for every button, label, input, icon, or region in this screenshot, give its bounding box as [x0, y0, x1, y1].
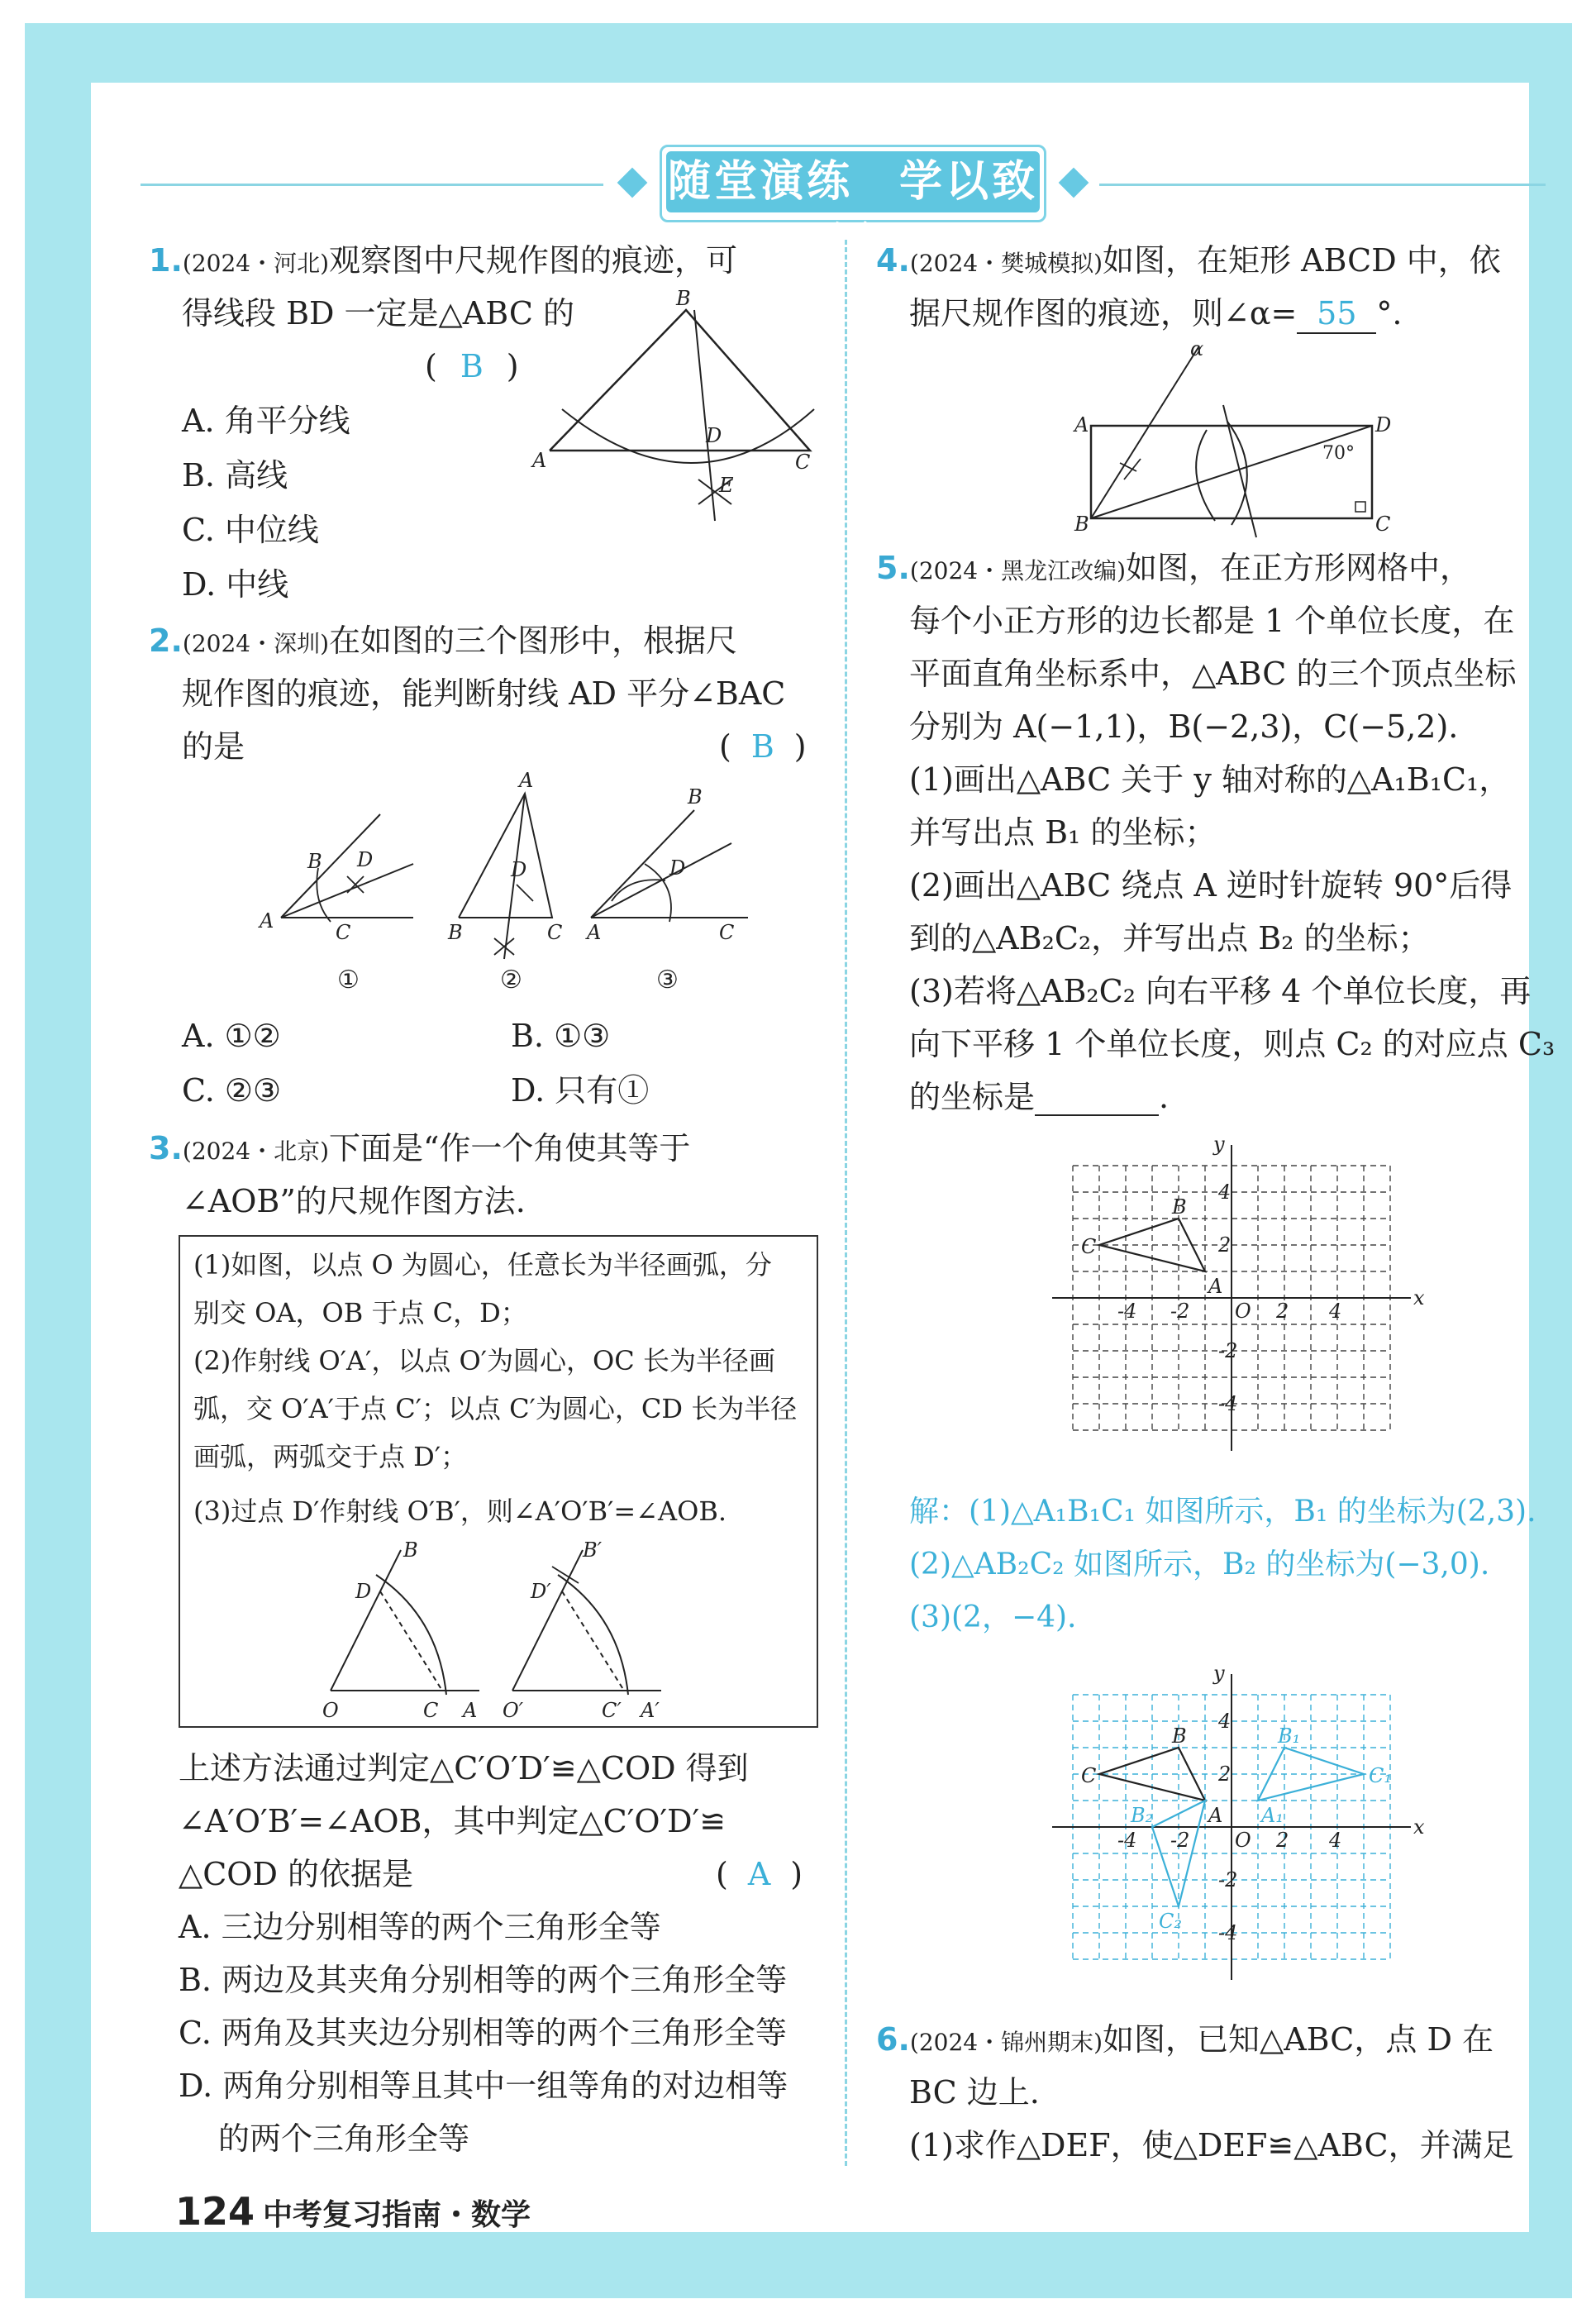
tick-y: -4 [1218, 1921, 1238, 1944]
tick-x: 2 [1276, 1300, 1289, 1323]
q4-figure [1074, 339, 1405, 537]
q3-step-1a: (1)如图，以点 O 为圆心，任意长为半径画弧，分 [193, 1249, 772, 1281]
svg-text:B: B [448, 921, 463, 944]
tick-y: 2 [1218, 1763, 1232, 1786]
q3-after-line2: ∠A′O′B′=∠AOB，其中判定△C′O′D′≌ [179, 1803, 727, 1839]
q5-line10: 向下平移 1 个单位长度，则点 C₂ 的对应点 C₃ [909, 1026, 1556, 1062]
q5-line6: 并写出点 B₁ 的坐标； [909, 814, 1217, 851]
q2-option-b: B. ①③ [511, 1018, 611, 1054]
q6-line1: 6.(2024・锦州期末)如图，已知△ABC，点 D 在 [876, 2021, 1494, 2058]
q1-option-c: C. 中位线 [182, 512, 319, 548]
q2-line1: 2.(2024・深圳)在如图的三个图形中，根据尺 [149, 622, 738, 659]
origin-label: O [1235, 1300, 1251, 1323]
q5-grid-solution [1050, 1662, 1425, 2001]
header-rule-left [141, 184, 603, 186]
q1-label-a: A [532, 449, 547, 472]
q2-figure-1-label: ① [337, 966, 360, 995]
point-b-label: B [1172, 1195, 1187, 1219]
q3-option-a: A. 三边分别相等的两个三角形全等 [179, 1909, 661, 1945]
svg-text:70°: 70° [1322, 443, 1355, 464]
q5-line7: (2)画出△ABC 绕点 A 逆时针旋转 90°后得 [909, 867, 1513, 904]
q3-line2: ∠AOB”的尺规作图方法. [182, 1183, 526, 1219]
x-axis-label: x [1413, 1286, 1425, 1309]
tick-x: -4 [1117, 1300, 1137, 1323]
q3-after-line1: 上述方法通过判定△C′O′D′≌△COD 得到 [179, 1750, 749, 1786]
svg-text:A: A [463, 1699, 478, 1722]
svg-text:D: D [511, 858, 527, 881]
q2-line2: 规作图的痕迹，能判断射线 AD 平分∠BAC [182, 675, 786, 712]
q2-answer: ( B ) [719, 728, 807, 765]
q3-step-3: (3)过点 D′作射线 O′B′，则∠A′O′B′=∠AOB. [193, 1495, 727, 1527]
q5-solution-1: 解：(1)△A₁B₁C₁ 如图所示，B₁ 的坐标为(2,3). [909, 1495, 1536, 1529]
q6-line3: (1)求作△DEF，使△DEF≌△ABC，并满足 [909, 2127, 1514, 2163]
q3-figures [314, 1538, 744, 1722]
q6-line2: BC 边上. [909, 2074, 1040, 2111]
tick-y: -2 [1218, 1339, 1238, 1362]
q5-line1: 5.(2024・黑龙江改编)如图，在正方形网格中， [876, 550, 1472, 586]
svg-text:A: A [519, 769, 534, 792]
q1-option-a: A. 角平分线 [182, 403, 350, 439]
q1-label-c: C [795, 451, 811, 474]
q4-line2: 据尺规作图的痕迹，则∠α= 55 °. [909, 294, 1402, 334]
page-number: 124 [175, 2189, 255, 2234]
column-separator [845, 240, 847, 2166]
q4-line1: 4.(2024・樊城模拟)如图，在矩形 ABCD 中，依 [876, 242, 1501, 279]
point-a-label: A [1208, 1275, 1223, 1298]
svg-text:B: B [307, 850, 322, 873]
tick-x: 2 [1276, 1829, 1289, 1852]
svg-text:C: C [547, 921, 563, 944]
q1-label-b: B [676, 287, 691, 310]
tick-x: -2 [1170, 1829, 1190, 1852]
tick-y: 2 [1218, 1233, 1232, 1257]
q1-label-e: E [719, 474, 734, 497]
point-b1-label: B₁ [1278, 1724, 1301, 1748]
point-c-label: C [1081, 1764, 1097, 1787]
q1-figure [529, 287, 827, 521]
q3-option-d-cont: 的两个三角形全等 [218, 2120, 470, 2157]
x-axis-label: x [1413, 1815, 1425, 1839]
svg-text:C: C [1375, 513, 1391, 536]
q3-step-2c: 画弧，两弧交于点 D′； [193, 1441, 468, 1472]
point-a-label: A [1208, 1804, 1223, 1827]
svg-text:B: B [688, 785, 703, 809]
y-axis-label: y [1213, 1133, 1225, 1156]
q3-step-2a: (2)作射线 O′A′，以点 O′为圆心，OC 长为半径画 [193, 1345, 775, 1376]
q5-grid-question [1050, 1133, 1425, 1472]
q1-line1: 1.(2024・河北)观察图中尺规作图的痕迹，可 [149, 242, 738, 279]
q2-figure-3-label: ③ [656, 966, 679, 995]
svg-text:α: α [1190, 337, 1204, 360]
book-title: 中考复习指南・数学 [263, 2198, 531, 2232]
svg-text:A: A [587, 921, 602, 944]
header-rule-right [1099, 184, 1546, 186]
q3-step-1b: 别交 OA，OB 于点 C，D； [193, 1297, 527, 1328]
q5-line3: 平面直角坐标系中，△ABC 的三个顶点坐标 [909, 656, 1517, 692]
svg-text:D: D [355, 1580, 372, 1603]
svg-text:A: A [1074, 413, 1089, 436]
tick-y: 4 [1218, 1181, 1232, 1204]
q5-line2: 每个小正方形的边长都是 1 个单位长度，在 [909, 603, 1515, 639]
point-c-label: C [1081, 1235, 1097, 1258]
q5-line9: (3)若将△AB₂C₂ 向右平移 4 个单位长度，再 [909, 973, 1532, 1009]
q1-option-b: B. 高线 [182, 457, 288, 494]
q5-solution-3: (3)(2，−4). [909, 1600, 1077, 1634]
tick-x: -4 [1117, 1829, 1137, 1852]
q5-line4: 分别为 A(−1,1)，B(−2,3)，C(−5,2). [909, 708, 1459, 745]
tick-x: 4 [1329, 1300, 1342, 1323]
point-c1-label: C₁ [1369, 1764, 1392, 1787]
section-title: 随堂演练 学以致用 [666, 151, 1040, 212]
svg-text:C: C [719, 921, 735, 944]
svg-text:C′: C′ [602, 1699, 622, 1722]
svg-text:D: D [1375, 413, 1392, 436]
q5-line11: 的坐标是 . [909, 1079, 1170, 1115]
q5-line5: (1)画出△ABC 关于 y 轴对称的△A₁B₁C₁， [909, 761, 1511, 798]
tick-x: -2 [1170, 1300, 1190, 1323]
q3-after-line3: △COD 的依据是 [179, 1856, 413, 1892]
point-a1-label: A₁ [1261, 1804, 1284, 1827]
q1-label-d: D [706, 424, 722, 447]
q2-line3: 的是 [182, 728, 245, 765]
q1-answer: ( B ) [425, 348, 519, 384]
svg-text:D: D [357, 848, 374, 871]
svg-text:B: B [1074, 513, 1089, 536]
origin-label: O [1235, 1829, 1251, 1852]
q3-option-d: D. 两角分别相等且其中一组等角的对边相等 [179, 2068, 788, 2104]
q3-line1: 3.(2024・北京)下面是“作一个角使其等于 [149, 1130, 691, 1166]
svg-text:D′: D′ [531, 1580, 551, 1603]
q1-line2: 得线段 BD 一定是△ABC 的 [182, 295, 575, 332]
svg-text:C: C [423, 1699, 439, 1722]
svg-text:D: D [669, 856, 686, 880]
point-c2-label: C₂ [1159, 1910, 1182, 1933]
svg-text:A: A [260, 909, 274, 933]
svg-text:O′: O′ [503, 1699, 524, 1722]
q3-step-2b: 弧，交 O′A′于点 C′；以点 C′为圆心，CD 长为半径 [193, 1393, 798, 1424]
q5-solution-2: (2)△AB₂C₂ 如图所示，B₂ 的坐标为(−3,0). [909, 1548, 1490, 1581]
svg-text:B: B [403, 1538, 418, 1562]
q3-option-c: C. 两角及其夹边分别相等的两个三角形全等 [179, 2015, 787, 2051]
q5-line8: 到的△AB₂C₂，并写出点 B₂ 的坐标； [909, 920, 1430, 956]
q3-answer: ( A ) [716, 1856, 803, 1892]
q2-figures [256, 769, 769, 1000]
q2-option-c: C. ②③ [182, 1072, 282, 1109]
q3-option-b: B. 两边及其夹角分别相等的两个三角形全等 [179, 1962, 788, 1998]
tick-y: -2 [1218, 1868, 1238, 1891]
tick-y: -4 [1218, 1392, 1238, 1415]
q2-figure-2-label: ② [500, 966, 522, 995]
svg-text:B′: B′ [583, 1538, 603, 1562]
page-footer [175, 2189, 531, 2234]
point-b-label: B [1172, 1724, 1187, 1748]
q1-option-d: D. 中线 [182, 566, 289, 603]
svg-text:A′: A′ [641, 1699, 660, 1722]
q2-option-d: D. 只有① [511, 1072, 650, 1109]
tick-x: 4 [1329, 1829, 1342, 1852]
y-axis-label: y [1213, 1662, 1225, 1685]
svg-text:C: C [336, 921, 351, 944]
tick-y: 4 [1218, 1710, 1232, 1733]
svg-text:O: O [322, 1699, 339, 1722]
q2-option-a: A. ①② [182, 1018, 281, 1054]
point-b2-label: B₂ [1131, 1804, 1154, 1827]
